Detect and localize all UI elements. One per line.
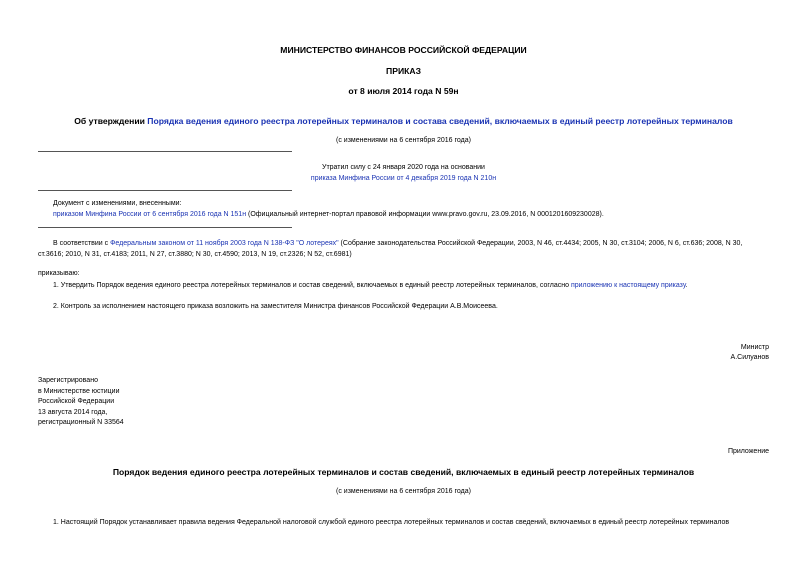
amendments-source: (Официальный интернет-портал правовой информации www.pravo.gov.ru, 23.09.2016, N 0001201609230028). bbox=[246, 211, 604, 218]
preamble-line-2: ст.3616; 2010, N 31, ст.4183; 2011, N 27, ст.3880; N 30, ст.4590; 2013, N 19, ст.2326; N 52, ст.6981) bbox=[38, 251, 352, 258]
registration-line: Российской Федерации bbox=[38, 398, 115, 405]
title-prefix: Об утверждении bbox=[74, 116, 148, 126]
order-item-1-text: 1. Утвердить Порядок ведения единого реестра лотерейных терминалов и состав сведений, включаемых в единый реестр лотерейных терминалов, согласно bbox=[53, 282, 571, 289]
expired-notice-link[interactable]: приказа Минфина России от 4 декабря 2019 года N 210н bbox=[310, 175, 497, 182]
appendix-label: Приложение bbox=[727, 448, 769, 455]
order-item-2: 2. Контроль за исполнением настоящего приказа возложить на заместителя Министра финансов Российской Федерации А.В.Моисеева. bbox=[53, 303, 498, 310]
signature-position: Министр bbox=[740, 344, 769, 351]
preamble-prefix: В соответствии с bbox=[53, 240, 111, 247]
federal-law-link[interactable]: Федеральным законом от 11 ноября 2003 года N 138-ФЗ "О лотереях" bbox=[110, 240, 339, 247]
title-revision-note: (с изменениями на 6 сентября 2016 года) bbox=[336, 137, 471, 144]
appendix-revision-note: (с изменениями на 6 сентября 2016 года) bbox=[336, 488, 471, 495]
signature-name: А.Силуанов bbox=[730, 354, 769, 361]
document-date-number: от 8 июля 2014 года N 59н bbox=[348, 86, 459, 96]
separator-line bbox=[38, 227, 292, 228]
title-link[interactable]: Порядка ведения единого реестра лотерейных терминалов и состава сведений, включаемых в единый реестр лотерейных терминалов bbox=[147, 116, 733, 126]
document-title bbox=[0, 116, 807, 126]
separator-line bbox=[38, 190, 292, 191]
appendix-paragraph-1: 1. Настоящий Порядок устанавливает правила ведения Федеральной налоговой службой единого реестра лотерейных терминалов и состав сведений, включаемых в единый реестр лотерейных терминалов bbox=[53, 519, 730, 526]
ministry-heading: МИНИСТЕРСТВО ФИНАНСОВ РОССИЙСКОЙ ФЕДЕРАЦИИ bbox=[280, 45, 527, 55]
order-label: приказываю: bbox=[38, 270, 80, 277]
document-type: ПРИКАЗ bbox=[386, 66, 421, 76]
amendments-link[interactable]: приказом Минфина России от 6 сентября 2016 года N 151н bbox=[53, 211, 247, 218]
registration-line: в Министерстве юстиции bbox=[38, 387, 120, 395]
preamble-sources: (Собрание законодательства Российской Федерации, 2003, N 46, ст.4434; 2005, N 30, ст.3104; 2006, N 6, ст.636; 2008, N 30, bbox=[338, 240, 743, 247]
order-item-1-suffix: . bbox=[685, 282, 688, 289]
registration-line: регистрационный N 33564 bbox=[38, 419, 124, 426]
preamble-line-1 bbox=[53, 240, 742, 247]
expired-notice-text: Утратил силу с 24 января 2020 года на основании bbox=[322, 164, 485, 171]
registration-line: Зарегистрировано bbox=[38, 377, 98, 384]
registration-line: 13 августа 2014 года, bbox=[38, 408, 108, 416]
separator-line bbox=[38, 151, 292, 152]
registration-block bbox=[38, 376, 124, 429]
order-item-1 bbox=[53, 282, 688, 289]
appendix-title: Порядок ведения единого реестра лотерейных терминалов и состав сведений, включаемых в единый реестр лотерейных терминалов bbox=[112, 467, 695, 477]
amendments-label: Документ с изменениями, внесенными: bbox=[53, 200, 182, 207]
amendments-entry bbox=[53, 211, 604, 218]
appendix-link[interactable]: приложению к настоящему приказу bbox=[570, 282, 686, 289]
